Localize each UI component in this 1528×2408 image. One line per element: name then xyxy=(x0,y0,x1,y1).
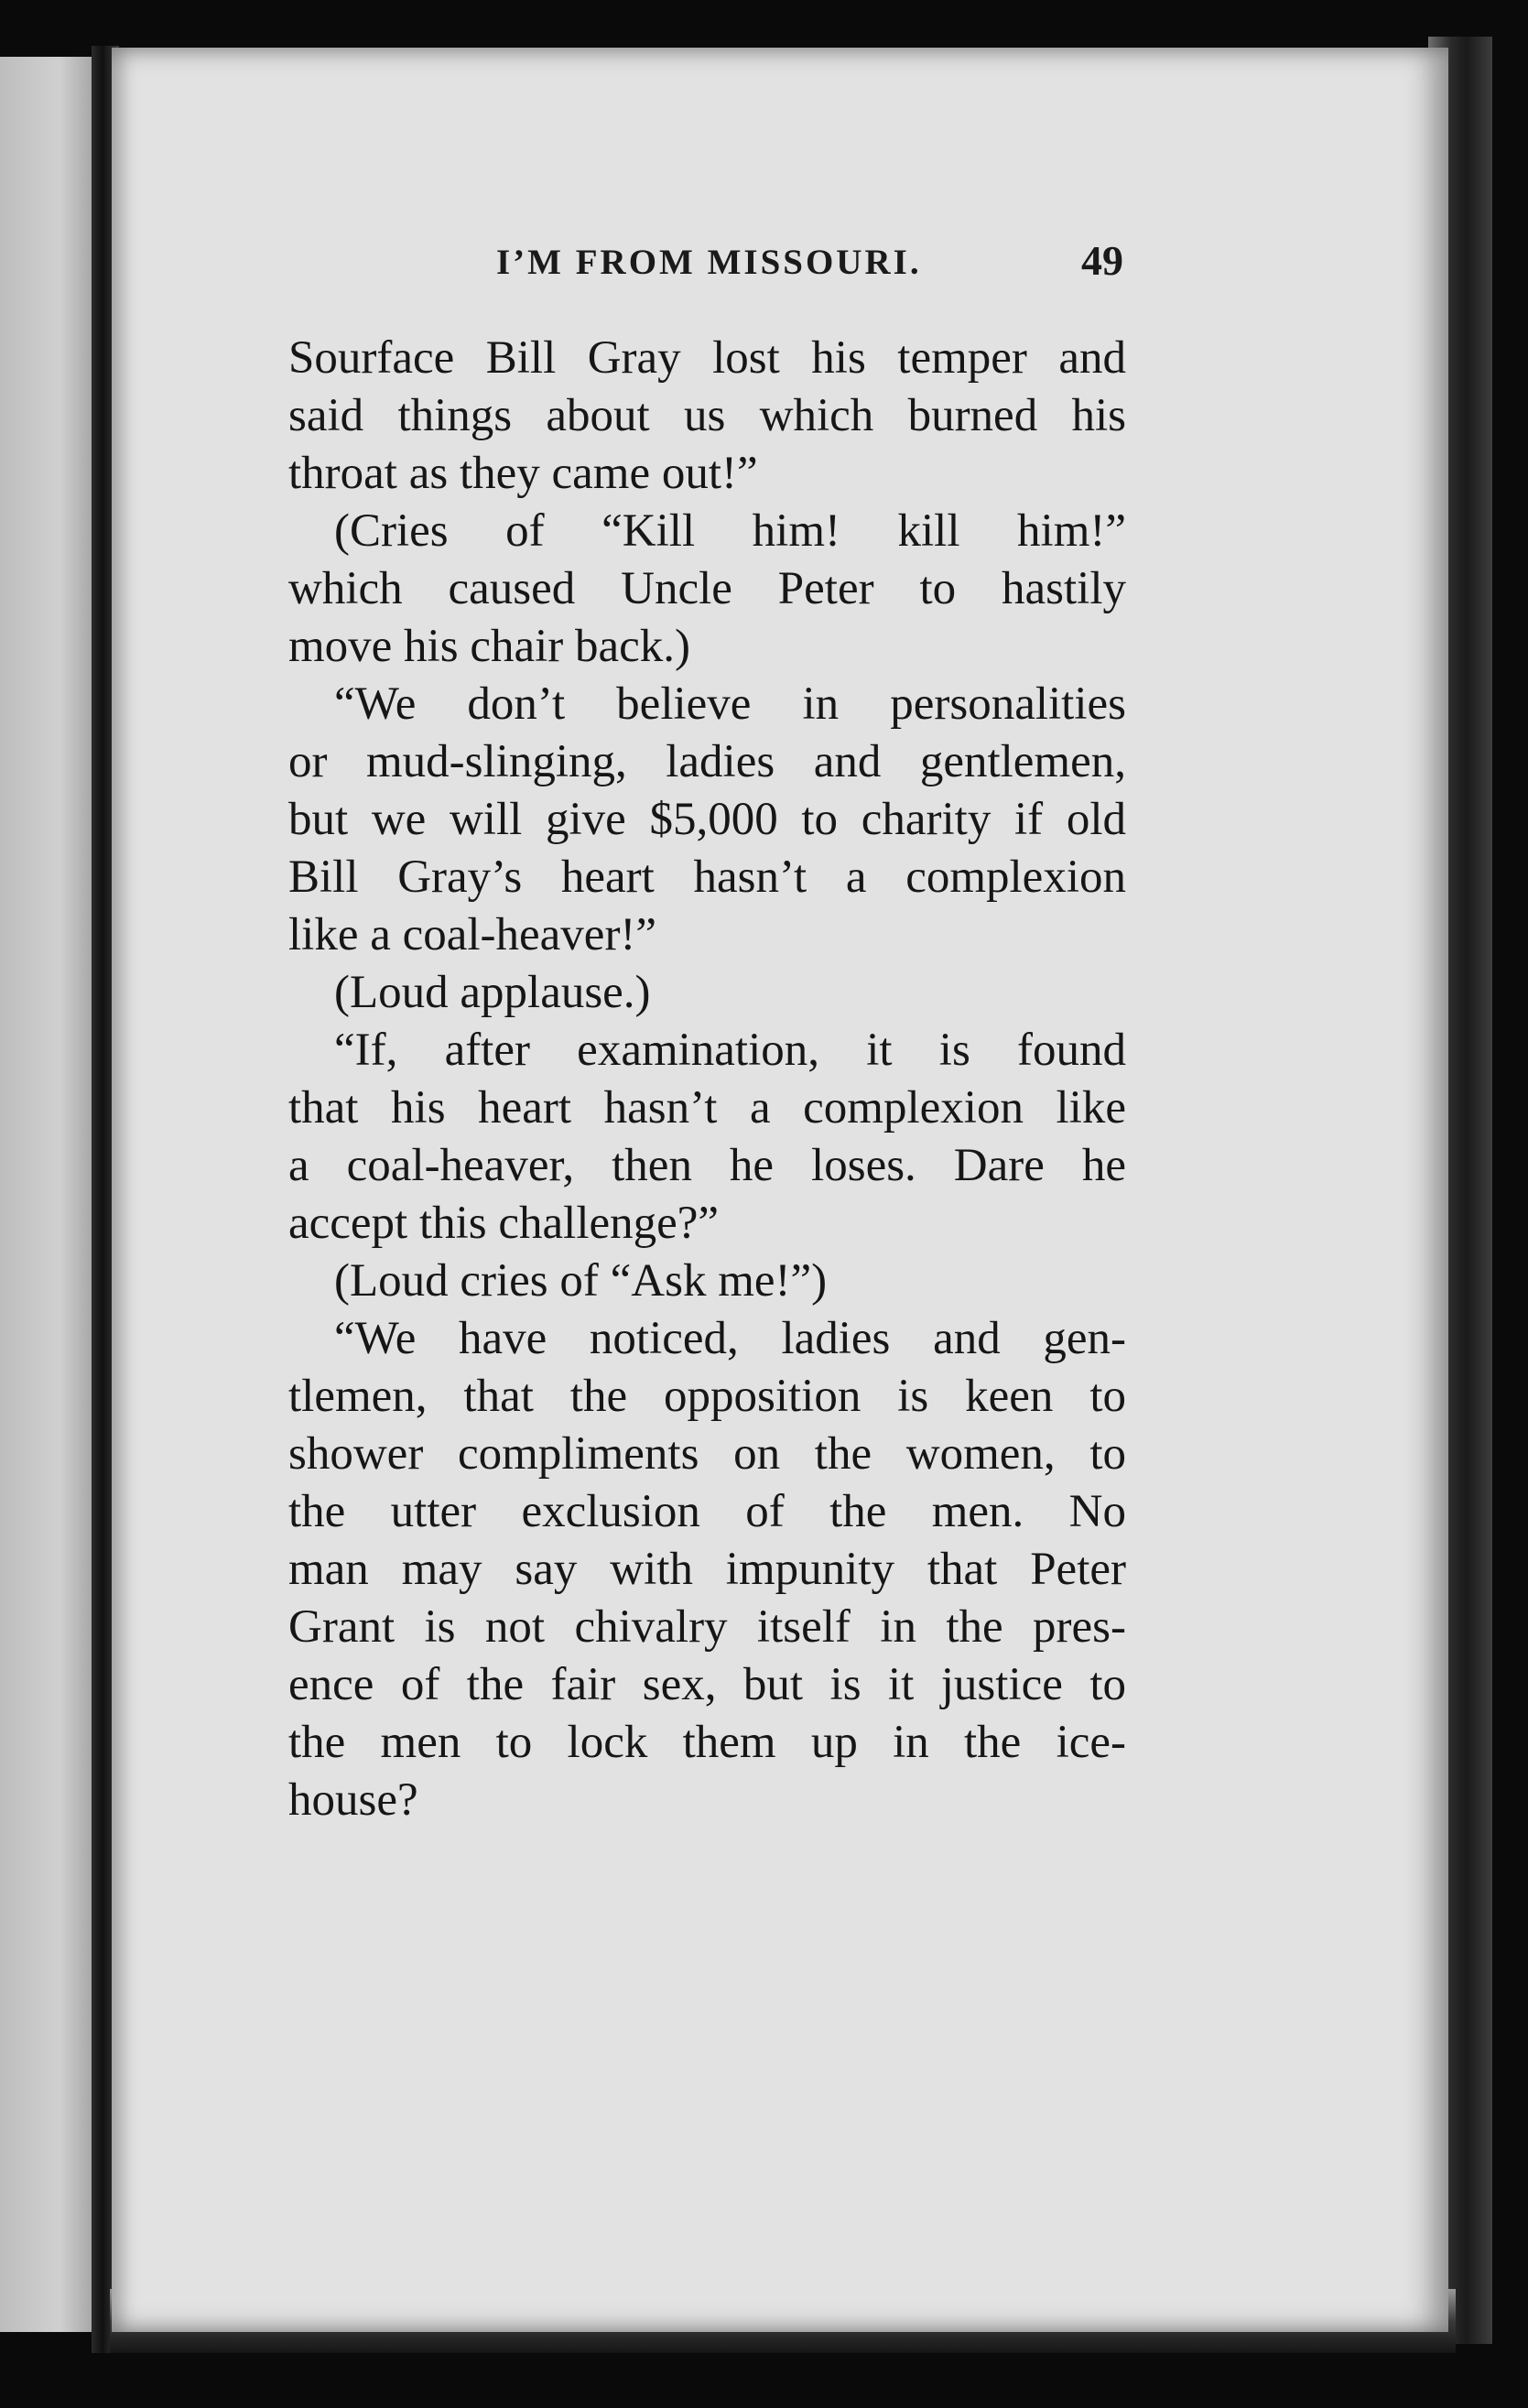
text-line: ence of the fair sex, but is it justice to xyxy=(288,1659,1126,1710)
text-line: move his chair back.) xyxy=(288,621,691,672)
text-line: Grant is not chivalry itself in the pres- xyxy=(288,1601,1126,1653)
body-text xyxy=(288,330,1126,1829)
page-header xyxy=(496,236,1137,291)
text-line: tlemen, that the opposition is keen to xyxy=(288,1371,1126,1422)
text-line: like a coal-heaver!” xyxy=(288,909,657,960)
text-line: house? xyxy=(288,1774,418,1826)
text-line: said things about us which burned his xyxy=(288,390,1126,441)
text-line: (Cries of “Kill him! kill him!” xyxy=(334,505,1126,557)
page-number: 49 xyxy=(1081,237,1123,284)
text-line: Bill Gray’s heart hasn’t a complexion xyxy=(288,851,1126,903)
text-line: that his heart hasn’t a complexion like xyxy=(288,1082,1126,1133)
previous-page-edge xyxy=(0,57,99,2332)
text-line: “If, after examination, it is found xyxy=(334,1025,1126,1076)
text-line: (Loud cries of “Ask me!”) xyxy=(334,1255,828,1307)
text-line: “We don’t believe in personalities xyxy=(334,678,1126,730)
text-line: shower compliments on the women, to xyxy=(288,1428,1126,1480)
text-line: Sourface Bill Gray lost his temper and xyxy=(288,332,1126,384)
text-line: throat as they came out!” xyxy=(288,448,758,499)
text-line: a coal-heaver, then he loses. Dare he xyxy=(288,1140,1126,1191)
text-line: accept this challenge?” xyxy=(288,1198,720,1249)
running-title: I’M FROM MISSOURI. xyxy=(496,243,922,282)
text-line: man may say with impunity that Peter xyxy=(288,1544,1126,1595)
text-line: which caused Uncle Peter to hastily xyxy=(288,563,1126,614)
text-line: (Loud applause.) xyxy=(334,967,651,1018)
text-line: the utter exclusion of the men. No xyxy=(288,1486,1126,1537)
text-line: “We have noticed, ladies and gen- xyxy=(334,1313,1126,1364)
text-line: but we will give $5,000 to charity if old xyxy=(288,794,1126,845)
text-line: or mud-slinging, ladies and gentlemen, xyxy=(288,736,1126,787)
text-line: the men to lock them up in the ice- xyxy=(288,1717,1126,1768)
